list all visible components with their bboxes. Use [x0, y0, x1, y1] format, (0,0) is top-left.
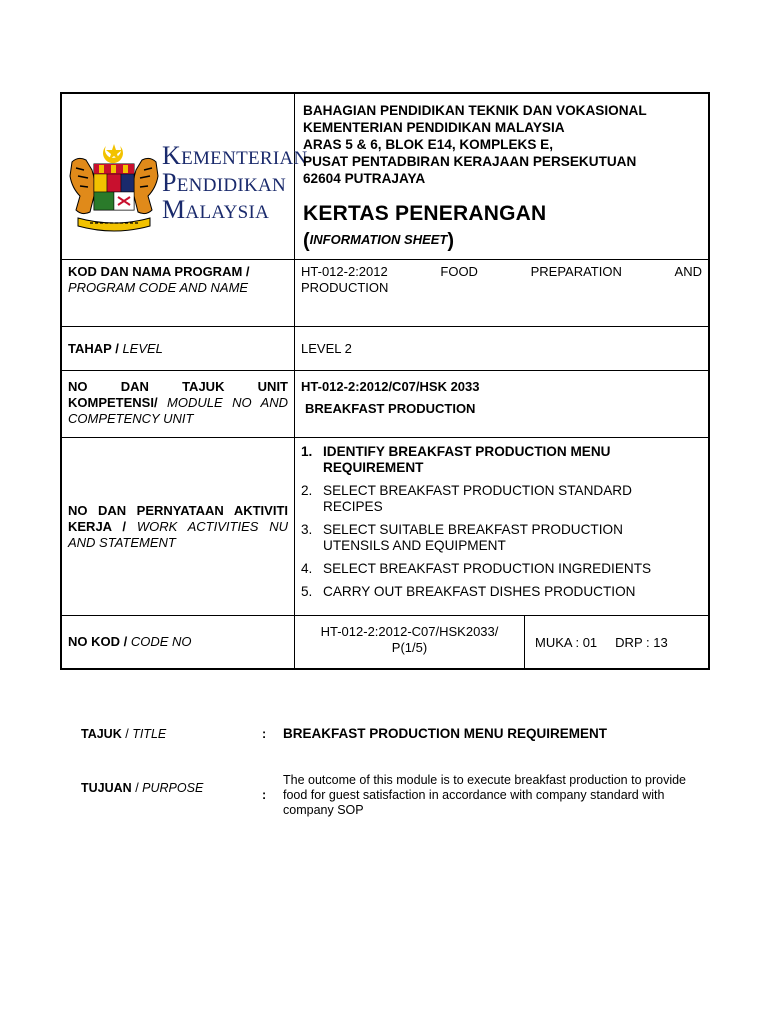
- activity-line-1: CARRY OUT BREAKFAST DISHES PRODUCTION: [323, 584, 636, 599]
- subtitle-text: INFORMATION SHEET: [309, 232, 448, 247]
- title-value: BREAKFAST PRODUCTION MENU REQUIREMENT: [283, 726, 608, 741]
- activity-item: [301, 444, 702, 476]
- code-no-code: [295, 616, 525, 668]
- sheet-subtitle: [303, 230, 454, 253]
- activity-num: 1.: [301, 444, 313, 459]
- level-label: [62, 327, 295, 370]
- activity-num: 5.: [301, 584, 313, 599]
- activity-line-1: SELECT SUITABLE BREAKFAST PRODUCTION: [323, 522, 623, 537]
- title-label: [81, 727, 166, 741]
- ministry-line-1-rest: EMENTERIAN: [181, 148, 308, 169]
- sheet-title: KERTAS PENERANGAN: [303, 202, 547, 225]
- purpose-value: The outcome of this module is to execute breakfast production to provide food for guest satisfaction in accordance with company standard with company SOP: [283, 773, 687, 817]
- address-line-3: ARAS 5 & 6, BLOK E14, KOMPLEKS E,: [303, 137, 554, 152]
- level-value: LEVEL 2: [301, 340, 352, 356]
- activity-line-1: IDENTIFY BREAKFAST PRODUCTION MENU: [323, 444, 611, 459]
- row-program: [62, 260, 708, 327]
- ministry-line-2: PENDIDIKAN: [162, 168, 287, 197]
- info-sheet-table: [60, 92, 710, 670]
- activity-line-2: UTENSILS AND EQUIPMENT: [323, 538, 506, 553]
- program-label: [62, 260, 295, 326]
- level-label-italic: LEVEL: [122, 340, 163, 356]
- address-line-5: 62604 PUTRAJAYA: [303, 171, 426, 186]
- title-colon: :: [262, 727, 267, 741]
- address-line-4: PUSAT PENTADBIRAN KERAJAAN PERSEKUTUAN: [303, 154, 637, 169]
- program-word-3: AND: [674, 264, 702, 279]
- address-line-2: KEMENTERIAN PENDIDIKAN MALAYSIA: [303, 120, 565, 135]
- program-label-italic: PROGRAM CODE AND NAME: [68, 280, 249, 295]
- code-no-label-bold: NO KOD /: [68, 634, 128, 649]
- activity-num: 2.: [301, 483, 313, 498]
- row-activities: [62, 438, 708, 616]
- drp-label: DRP :: [615, 634, 650, 650]
- activity-line-2: RECIPES: [323, 499, 383, 514]
- activity-item: [301, 584, 702, 600]
- unit-value: [295, 371, 708, 437]
- activities-label-italic: WORK ACTIVITIES NU AND STATEMENT: [68, 518, 288, 550]
- program-word-2: PREPARATION: [530, 264, 622, 279]
- page-info: [525, 616, 708, 668]
- level-label-bold: TAHAP /: [68, 340, 119, 356]
- unit-label-bold: NO DAN TAJUK UNIT KOMPETENSI/: [68, 379, 288, 410]
- unit-label: [62, 371, 295, 437]
- address-line-1: BAHAGIAN PENDIDIKAN TEKNIK DAN VOKASIONAL: [303, 103, 647, 118]
- title-label-italic: TITLE: [132, 727, 167, 741]
- activities-label: [62, 438, 295, 615]
- activity-item: [301, 522, 702, 554]
- purpose-label-italic: PURPOSE: [142, 781, 204, 795]
- logo-cell: [62, 94, 308, 259]
- ministry-line-1: KEMENTERIAN: [162, 141, 308, 170]
- title-label-slash: /: [125, 727, 129, 741]
- activity-line-1: SELECT BREAKFAST PRODUCTION INGREDIENTS: [323, 561, 652, 576]
- code-no-line-2: P(1/5): [391, 640, 428, 655]
- program-value-line-2: PRODUCTION: [301, 280, 389, 295]
- program-value-line-1: [301, 264, 702, 280]
- unit-code: HT-012-2:2012/C07/HSK 2033: [301, 379, 480, 394]
- activity-line-2: REQUIREMENT: [323, 460, 424, 475]
- page-value: 01: [582, 634, 598, 650]
- title-label-bold: TAJUK: [81, 727, 122, 741]
- activity-item: [301, 561, 702, 577]
- activities-list: [295, 438, 708, 615]
- purpose-label-bold: TUJUAN: [81, 781, 132, 795]
- address-cell: [295, 94, 708, 259]
- program-label-bold: KOD DAN NAMA PROGRAM /: [68, 264, 250, 279]
- code-no-line-1: HT-012-2:2012-C07/HSK2033/: [320, 624, 499, 639]
- activity-num: 3.: [301, 522, 313, 537]
- activity-num: 4.: [301, 561, 313, 576]
- purpose-label: [81, 781, 203, 795]
- ministry-logo-text: [162, 141, 308, 225]
- activities-label-bold: NO DAN PERNYATAAN AKTIVITI KERJA /: [68, 502, 288, 534]
- code-no-label-italic: CODE NO: [130, 634, 192, 649]
- row-code-no: [62, 616, 708, 668]
- program-word-1: FOOD: [440, 264, 478, 279]
- sheet-header: [62, 94, 708, 260]
- code-no-value: [295, 616, 708, 668]
- malaysia-crest-icon: [66, 142, 162, 234]
- ministry-line-2-rest: ENDIDIKAN: [176, 175, 287, 196]
- row-level: [62, 327, 708, 371]
- activity-item: [301, 483, 702, 515]
- subtitle-open-paren: (: [303, 230, 310, 252]
- program-code: HT-012-2:2012: [301, 264, 388, 279]
- purpose-colon: :: [262, 788, 267, 802]
- page-label: MUKA :: [535, 634, 580, 650]
- subtitle-close-paren: ): [447, 230, 455, 252]
- program-value: [295, 260, 708, 326]
- ministry-line-3: MALAYSIA: [162, 195, 270, 224]
- ministry-line-3-rest: ALAYSIA: [185, 202, 270, 223]
- purpose-label-slash: /: [135, 781, 139, 795]
- code-no-label: [62, 616, 295, 668]
- drp-value: 13: [653, 634, 668, 650]
- unit-title: BREAKFAST PRODUCTION: [305, 401, 476, 416]
- unit-label-italic: MODULE NO AND COMPETENCY UNIT: [68, 395, 288, 426]
- row-unit: [62, 371, 708, 438]
- activity-line-1: SELECT BREAKFAST PRODUCTION STANDARD: [323, 483, 632, 498]
